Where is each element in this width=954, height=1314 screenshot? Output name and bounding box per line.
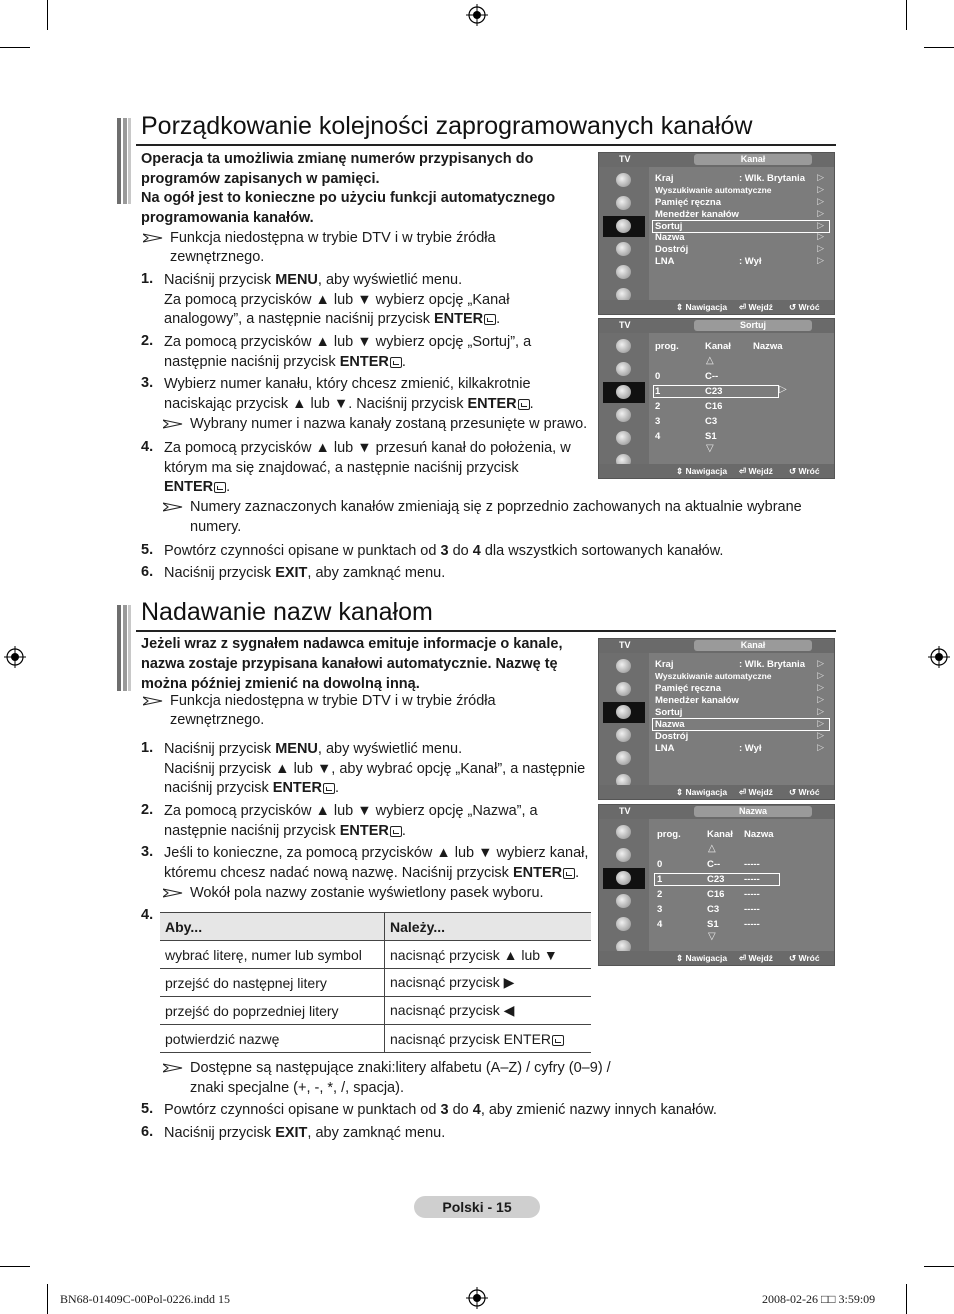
sound-icon[interactable] <box>603 193 645 214</box>
step-line <box>164 542 723 562</box>
tv-menu-kanal <box>598 638 835 800</box>
picture-icon[interactable] <box>603 822 645 843</box>
enter-icon <box>390 357 402 368</box>
arrow-right-icon: ▷ <box>817 196 824 206</box>
step-text: następnie naciśnij przycisk <box>164 353 340 370</box>
row-prog[interactable]: 1 <box>657 874 663 885</box>
step-text: . <box>226 479 231 495</box>
note-line: Dostępne są następujące znaki:litery alfabetu (A–Z) / cyfry (0–9) / <box>190 1060 611 1076</box>
input-icon[interactable] <box>603 428 645 449</box>
picture-icon[interactable] <box>603 170 645 191</box>
menu-item-value: : Wył <box>739 256 762 267</box>
sound-icon[interactable] <box>603 845 645 866</box>
tv-menu-area <box>651 333 832 466</box>
menu-item-lna[interactable]: LNA <box>655 743 675 754</box>
tv-label: TV <box>619 320 631 330</box>
row-prog: 4 <box>655 431 661 442</box>
row-name: ----- <box>744 859 760 870</box>
step-text: Powtórz czynności opisane w punktach od <box>164 1102 441 1118</box>
tv-menu-header <box>599 639 834 653</box>
step-number: 6. <box>141 564 154 580</box>
registration-mark-icon <box>928 646 950 668</box>
arrow-down-icon: ▽ <box>706 443 714 454</box>
step-text: ENTER <box>339 353 389 370</box>
section1-intro-line: programów zapisanych w pamięci. <box>141 171 380 187</box>
step-text: , aby zmienić nazwy innych kanałów. <box>480 1102 717 1118</box>
arrow-right-icon: ▷ <box>817 706 824 716</box>
step-text: Za pomocą przycisków ▲ lub ▼ wybierz opcję „Nazwa”, a <box>164 803 538 819</box>
section2-intro-line: Jeżeli wraz z sygnałem nadawca emituje informacje o kanale, <box>141 636 563 652</box>
menu-item-kraj[interactable]: Kraj <box>655 659 674 670</box>
row-name[interactable]: ----- <box>744 874 760 885</box>
row-prog: 4 <box>657 919 663 930</box>
note-line: zewnętrznego. <box>170 249 265 265</box>
footer-nav-label: Nawigacja <box>685 466 728 476</box>
row-channel: C16 <box>705 401 723 412</box>
tv-menu-sortuj <box>598 318 835 479</box>
step-number: 1. <box>141 271 154 287</box>
arrow-right-icon: ▷ <box>817 243 824 253</box>
row-channel: C16 <box>707 889 725 900</box>
enter-icon <box>552 1035 564 1046</box>
step-text: Za pomocą przycisków ▲ lub ▼ wybierz opcję „Sortuj”, a <box>164 334 532 350</box>
menu-item-value: : Wlk. Brytania <box>739 659 805 670</box>
menu-item-lna[interactable]: LNA <box>655 256 675 267</box>
enter-icon <box>323 783 335 794</box>
footer-enter-label: Wejdź <box>748 466 773 476</box>
section-bar <box>117 605 131 691</box>
row-prog: 0 <box>655 371 661 382</box>
enter-icon <box>484 314 496 325</box>
setup-icon[interactable] <box>603 239 645 260</box>
column-header: Nazwa <box>753 341 783 352</box>
step-text: ENTER <box>339 822 389 839</box>
crop-mark <box>47 0 48 30</box>
footer-enter: ⏎ Wejdź <box>739 953 773 963</box>
section2-rule <box>136 630 836 632</box>
step-line <box>164 864 579 884</box>
crop-mark <box>0 47 30 48</box>
crop-mark <box>0 1266 30 1267</box>
step-text: . <box>401 822 406 839</box>
footer-nav: ⇕ Nawigacja <box>676 787 728 797</box>
menu-item-autosearch[interactable]: Wyszukiwanie automatyczne <box>655 671 772 681</box>
table-cell <box>385 1025 592 1053</box>
row-prog: 0 <box>657 859 663 870</box>
tv-label: TV <box>619 640 631 650</box>
crop-mark <box>924 47 954 48</box>
note-arrow-icon <box>163 1063 183 1073</box>
menu-item-manual[interactable]: Pamięć ręczna <box>655 197 722 208</box>
step-line <box>164 291 509 311</box>
arrow-right-icon: ▷ <box>817 208 824 218</box>
menu-item-sortuj[interactable]: Sortuj <box>655 707 683 718</box>
registration-mark-icon <box>4 646 26 668</box>
step-text: , aby wyświetlić menu. <box>317 272 463 288</box>
footer-enter: ⏎ Wejdź <box>739 302 773 312</box>
step-text: Naciśnij przycisk <box>164 1125 276 1141</box>
enter-icon <box>518 399 530 410</box>
step-text: Za pomocą przycisków ▲ lub ▼ wybierz opcję „Kanał <box>164 291 510 308</box>
step-text: naciskając przycisk ▲ lub ▼. Naciśnij przycisk <box>164 395 468 412</box>
step-line <box>164 1124 445 1144</box>
tv-menu-title: Nazwa <box>694 806 812 817</box>
channel-icon[interactable] <box>603 702 645 723</box>
page-number-badge: Polski - 15 <box>414 1196 540 1218</box>
note-arrow-icon <box>163 419 183 429</box>
step-text: ENTER <box>512 864 563 881</box>
step-text: którym ma się znajdować, a następnie naciśnij przycisk <box>164 459 519 476</box>
step-number: 2. <box>141 802 154 818</box>
arrow-right-icon: ▷ <box>817 172 824 182</box>
step-text: dla wszystkich sortowanych kanałów. <box>480 543 724 559</box>
arrow-up-icon: △ <box>708 843 716 854</box>
step-text: MENU <box>275 741 318 757</box>
step-line <box>164 353 406 373</box>
step-number: 4. <box>141 907 154 923</box>
tv-menu-header <box>599 153 834 167</box>
menu-item-manual[interactable]: Pamięć ręczna <box>655 683 722 694</box>
step-line <box>164 459 519 479</box>
footer-enter-label: Wejdź <box>748 302 773 312</box>
step-number: 1. <box>141 740 154 756</box>
footer-back: ↺ Wróć <box>789 466 820 476</box>
enter-icon <box>563 868 575 879</box>
section1-rule <box>136 144 836 146</box>
note-line: Wybrany numer i nazwa kanały zostaną przesunięte w prawo. <box>190 416 588 432</box>
table-row <box>160 1025 591 1053</box>
table-cell-text: nacisnąć przycisk ENTER <box>390 1030 552 1047</box>
step-line <box>164 310 500 330</box>
crop-mark <box>906 1284 907 1314</box>
note-line: Numery zaznaczonych kanałów zmieniają się z poprzednio zachowanych na aktualnie wybrane <box>190 499 802 515</box>
footer-back: ↺ Wróć <box>789 302 820 312</box>
tv-menu-footer <box>599 785 834 799</box>
step-text: , aby zamknąć menu. <box>307 565 446 581</box>
tv-menu-title: Kanał <box>694 154 812 165</box>
step-number: 3. <box>141 375 154 391</box>
tv-menu-footer <box>599 951 834 965</box>
step-text: Naciśnij przycisk <box>164 741 276 757</box>
table-row <box>160 969 591 997</box>
input-icon[interactable] <box>603 914 645 935</box>
step-number: 6. <box>141 1124 154 1140</box>
note-line: zewnętrznego. <box>170 712 265 728</box>
step-text: Wybierz numer kanału, który chcesz zmienić, kilkakrotnie <box>164 376 531 392</box>
key-action-table <box>160 912 591 1053</box>
step-text: ENTER <box>272 780 322 796</box>
step-line <box>164 375 531 395</box>
tv-menu-sidebar <box>599 333 649 466</box>
footer-back: ↺ Wróć <box>789 787 820 797</box>
step-text: , aby wyświetlić menu. <box>317 741 463 757</box>
step-text: naciśnij przycisk <box>164 780 273 796</box>
table-cell: nacisnąć przycisk ▶ <box>385 969 592 997</box>
step-text: 3 <box>440 543 449 559</box>
row-name: ----- <box>744 889 760 900</box>
arrow-right-icon: ▷ <box>817 184 824 194</box>
step-line <box>164 564 445 584</box>
step-text: . <box>575 864 580 881</box>
footer-back-label: Wróć <box>798 953 820 963</box>
tv-menu-area <box>651 167 832 302</box>
step-line <box>164 802 538 822</box>
step-line <box>164 478 230 498</box>
step-text: EXIT <box>275 1125 308 1141</box>
step-line <box>164 395 534 415</box>
row-prog: 3 <box>657 904 663 915</box>
note-arrow-icon <box>163 888 183 898</box>
step-line <box>164 1101 717 1121</box>
row-channel[interactable]: C23 <box>707 874 725 885</box>
footer-enter-label: Wejdź <box>748 787 773 797</box>
step-number: 2. <box>141 333 154 349</box>
table-cell: przejść do poprzedniej litery <box>160 997 385 1025</box>
step-line <box>164 822 406 842</box>
step-text: analogowy”, a następnie naciśnij przycisk <box>164 311 434 327</box>
setup-icon[interactable] <box>603 891 645 912</box>
registration-mark-icon <box>466 1287 488 1309</box>
section1-intro-line: Operacja ta umożliwia zmianę numerów przypisanych do <box>141 151 534 167</box>
crop-mark <box>47 1284 48 1314</box>
arrow-right-icon: ▷ <box>817 742 824 752</box>
footer-nav-label: Nawigacja <box>685 953 728 963</box>
arrow-right-icon: ▷ <box>817 670 824 680</box>
row-prog[interactable]: 1 <box>655 386 661 397</box>
tv-menu-sidebar <box>599 167 649 302</box>
footer-nav: ⇕ Nawigacja <box>676 953 728 963</box>
row-channel: S1 <box>707 919 719 930</box>
row-prog: 2 <box>657 889 663 900</box>
section1-intro-line: programowania kanałów. <box>141 210 314 226</box>
crop-mark <box>924 1266 954 1267</box>
menu-item-dostroj[interactable]: Dostrój <box>655 244 689 255</box>
menu-item-value: : Wył <box>739 743 762 754</box>
arrow-right-icon: ▷ <box>817 220 824 230</box>
tv-menu-sidebar <box>599 653 649 787</box>
section1-title: Porządkowanie kolejności zaprogramowanych kanałów <box>141 112 753 140</box>
step-line <box>164 760 585 780</box>
step-text: MENU <box>275 272 318 288</box>
row-prog: 2 <box>655 401 661 412</box>
step-text: Jeśli to konieczne, za pomocą przycisków ▲ lub ▼ wybierz kanał, <box>164 845 589 861</box>
tv-menu-header <box>599 805 834 819</box>
column-header: Kanał <box>707 829 733 840</box>
row-channel[interactable]: C23 <box>705 386 723 397</box>
footer-back: ↺ Wróć <box>789 953 820 963</box>
step-text: . <box>401 353 406 370</box>
tv-menu-footer <box>599 300 834 314</box>
row-channel: C-- <box>705 371 719 382</box>
row-channel: C3 <box>707 904 720 915</box>
footer-nav: ⇕ Nawigacja <box>676 302 728 312</box>
print-info-right: 2008-02-26 □□ 3:59:09 <box>762 1292 876 1306</box>
channel-icon[interactable] <box>603 868 645 889</box>
menu-item-kraj[interactable]: Kraj <box>655 173 674 184</box>
arrow-right-icon: ▷ <box>779 384 787 395</box>
arrow-up-icon: △ <box>706 355 714 366</box>
table-cell: nacisnąć przycisk ◀ <box>385 997 592 1025</box>
row-channel: C-- <box>707 859 721 870</box>
arrow-right-icon: ▷ <box>817 694 824 704</box>
arrow-down-icon: ▽ <box>708 931 716 942</box>
table-cell: nacisnąć przycisk ▲ lub ▼ <box>385 941 592 969</box>
crop-mark <box>906 0 907 30</box>
arrow-right-icon: ▷ <box>817 231 824 241</box>
note-arrow-icon <box>143 233 163 243</box>
table-cell: wybrać literę, numer lub symbol <box>160 941 385 969</box>
footer-nav: ⇕ Nawigacja <box>676 466 728 476</box>
menu-item-nazwa[interactable]: Nazwa <box>655 232 685 243</box>
picture-icon[interactable] <box>603 656 645 677</box>
step-number: 3. <box>141 844 154 860</box>
step-text: Za pomocą przycisków ▲ lub ▼ przesuń kanał do położenia, w <box>164 440 571 456</box>
table-row <box>160 997 591 1025</box>
arrow-right-icon: ▷ <box>817 730 824 740</box>
footer-back-label: Wróć <box>798 466 820 476</box>
note-line: Funkcja niedostępna w trybie DTV i w trybie źródła <box>170 693 496 709</box>
registration-mark-icon <box>466 4 488 26</box>
footer-enter-label: Wejdź <box>748 953 773 963</box>
section1-intro-line: Na ogół jest to konieczne po użyciu funkcji automatycznego <box>141 190 556 206</box>
step-text: . <box>529 395 534 412</box>
channel-icon[interactable] <box>603 382 645 403</box>
step-text: . <box>334 780 339 796</box>
row-channel: S1 <box>705 431 717 442</box>
tv-label: TV <box>619 154 631 164</box>
section2-title: Nadawanie nazw kanałom <box>141 598 433 626</box>
step-number: 5. <box>141 1101 154 1117</box>
tv-menu-header <box>599 319 834 333</box>
menu-item-manager[interactable]: Menedżer kanałów <box>655 695 739 706</box>
step-text: do <box>448 1102 473 1118</box>
menu-item-sortuj[interactable]: Sortuj <box>655 221 683 232</box>
step-text: ENTER <box>164 479 214 495</box>
step-line <box>164 779 339 799</box>
section2-intro-line: można później zmienić na dowolną inną. <box>141 676 420 692</box>
step-text: . <box>496 311 501 327</box>
step-text: Naciśnij przycisk ▲ lub ▼, aby wybrać opcję „Kanał”, a następnie <box>164 760 586 777</box>
step-text: do <box>448 543 473 559</box>
tv-menu-sidebar <box>599 819 649 953</box>
footer-enter: ⏎ Wejdź <box>739 466 773 476</box>
step-number: 5. <box>141 542 154 558</box>
table-cell: potwierdzić nazwę <box>160 1025 385 1053</box>
channel-icon[interactable] <box>603 216 645 237</box>
step-text: ENTER <box>434 311 484 327</box>
footer-nav-label: Nawigacja <box>685 787 728 797</box>
note-arrow-icon <box>143 696 163 706</box>
note-line: Funkcja niedostępna w trybie DTV i w trybie źródła <box>170 230 496 246</box>
tv-menu-area <box>651 819 832 953</box>
setup-icon[interactable] <box>603 725 645 746</box>
table-header: Aby... <box>160 913 385 941</box>
enter-icon <box>390 826 402 837</box>
section-bar <box>117 118 131 204</box>
picture-icon[interactable] <box>603 336 645 357</box>
section2-intro-line: nazwa zostaje przypisana kanałowi automatycznie. Nazwę tę <box>141 656 558 672</box>
step-text: 4 <box>472 1102 481 1118</box>
sound-icon[interactable] <box>603 359 645 380</box>
step-text: któremu chcesz nadać nową nazwę. Naciśnij przycisk <box>164 864 513 881</box>
note-line: numery. <box>190 519 242 535</box>
step-text: 4 <box>472 543 481 559</box>
column-header: prog. <box>655 341 679 352</box>
table-row <box>160 941 591 969</box>
arrow-right-icon: ▷ <box>817 658 824 668</box>
setup-icon[interactable] <box>603 405 645 426</box>
tv-menu-area <box>651 653 832 787</box>
arrow-right-icon: ▷ <box>817 255 824 265</box>
menu-item-dostroj[interactable]: Dostrój <box>655 731 689 742</box>
column-header: Nazwa <box>744 829 774 840</box>
menu-item-value: : Wlk. Brytania <box>739 173 805 184</box>
tv-menu-title: Kanał <box>694 640 812 651</box>
arrow-right-icon: ▷ <box>817 718 824 728</box>
table-cell: przejść do następnej litery <box>160 969 385 997</box>
footer-nav-label: Nawigacja <box>685 302 728 312</box>
step-text: 3 <box>440 1102 449 1118</box>
footer-back-label: Wróć <box>798 302 820 312</box>
step-text: , aby zamknąć menu. <box>307 1125 446 1141</box>
input-icon[interactable] <box>603 262 645 283</box>
note-line: znaki specjalne (+, -, *, /, spacja). <box>190 1080 404 1096</box>
arrow-right-icon: ▷ <box>817 682 824 692</box>
input-icon[interactable] <box>603 748 645 769</box>
tv-menu-kanal <box>598 152 835 315</box>
row-name: ----- <box>744 904 760 915</box>
step-text: Naciśnij przycisk <box>164 272 276 288</box>
step-line <box>164 333 531 353</box>
tv-menu-nazwa <box>598 804 835 966</box>
row-channel: C3 <box>705 416 718 427</box>
menu-item-nazwa[interactable]: Nazwa <box>655 719 685 730</box>
step-line <box>164 271 462 291</box>
row-name: ----- <box>744 919 760 930</box>
row-prog: 3 <box>655 416 661 427</box>
step-text: ENTER <box>467 395 517 412</box>
tv-menu-title: Sortuj <box>694 320 812 331</box>
step-line <box>164 844 588 864</box>
column-header: prog. <box>657 829 681 840</box>
column-header: Kanał <box>705 341 731 352</box>
note-arrow-icon <box>163 502 183 512</box>
enter-icon <box>214 482 226 493</box>
footer-back-label: Wróć <box>798 787 820 797</box>
note-line: Wokół pola nazwy zostanie wyświetlony pasek wyboru. <box>190 885 544 901</box>
step-text: Naciśnij przycisk <box>164 565 276 581</box>
step-number: 4. <box>141 439 154 455</box>
step-text: Powtórz czynności opisane w punktach od <box>164 543 441 559</box>
step-text: następnie naciśnij przycisk <box>164 822 340 839</box>
step-line <box>164 439 571 459</box>
step-text: EXIT <box>275 565 308 581</box>
print-info-left: BN68-01409C-00Pol-0226.indd 15 <box>60 1292 231 1306</box>
table-header: Należy... <box>385 913 592 941</box>
sound-icon[interactable] <box>603 679 645 700</box>
footer-enter: ⏎ Wejdź <box>739 787 773 797</box>
menu-item-manager[interactable]: Menedżer kanałów <box>655 209 739 220</box>
tv-menu-footer <box>599 464 834 478</box>
menu-item-autosearch[interactable]: Wyszukiwanie automatyczne <box>655 185 772 195</box>
step-line <box>164 740 462 760</box>
tv-label: TV <box>619 806 631 816</box>
